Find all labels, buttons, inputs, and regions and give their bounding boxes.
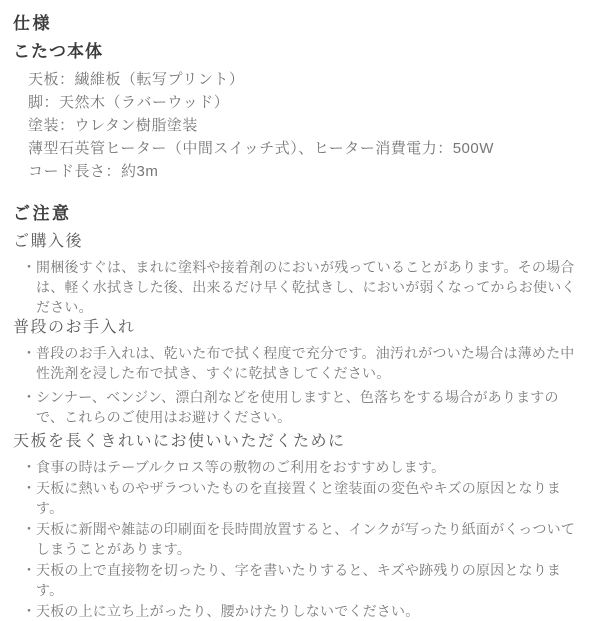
- list-item: [22, 387, 586, 427]
- bullet-marker: ・: [22, 259, 37, 275]
- bullet-text: 天板の上で直接物を切ったり、字を書いたりすると、キズや跡残りの原因となります。: [36, 562, 562, 598]
- list-item: [22, 560, 586, 600]
- list-item: [22, 519, 586, 559]
- spec-line-coating: 塗装：ウレタン樹脂塗装: [28, 117, 198, 134]
- bullet-marker: ・: [22, 521, 37, 537]
- spec-line-list: [28, 68, 586, 183]
- spec-subsection-title: こたつ本体: [13, 42, 103, 61]
- bullet-marker: ・: [22, 603, 37, 619]
- caution-subsection-title-daily-care: 普段のお手入れ: [13, 319, 136, 336]
- bullet-text: 開梱後すぐは、まれに塗料や接着剤のにおいが残っていることがあります。その場合は、軽く水拭きした後、出来るだけ早く乾拭きし、においが弱くなってからお使いください。: [36, 259, 576, 315]
- list-item: [22, 478, 586, 518]
- list-item: [22, 457, 586, 477]
- spec-line-cord: コード長さ：約3m: [28, 163, 159, 180]
- spec-line-tabletop: 天板：繊維板（転写プリント）: [28, 71, 245, 88]
- list-item: [22, 601, 586, 621]
- bullet-text: 普段のお手入れは、乾いた布で拭く程度で充分です。油汚れがついた場合は薄めた中性洗剤を浸した布で拭き、すぐに乾拭きしてください。: [36, 345, 575, 381]
- list-item: [22, 257, 586, 317]
- caution-subsection-title-after-purchase: ご購入後: [13, 233, 84, 250]
- caution-list-daily-care: [13, 343, 586, 427]
- caution-list-after-purchase: [13, 257, 586, 317]
- spec-section: [13, 13, 586, 183]
- bullet-text: シンナー、ベンジン、漂白剤などを使用しますと、色落ちをする場合がありますので、これらのご使用はお避けください。: [36, 389, 559, 425]
- bullet-text: 天板の上に立ち上がったり、腰かけたりしないでください。: [36, 603, 420, 619]
- bullet-marker: ・: [22, 389, 37, 405]
- bullet-marker: ・: [22, 562, 37, 578]
- caution-section-title: ご注意: [13, 204, 72, 223]
- caution-subsection-title-tabletop-care: 天板を長くきれいにお使いいただくために: [13, 433, 346, 450]
- spec-section-title: 仕様: [13, 14, 52, 33]
- bullet-marker: ・: [22, 345, 37, 361]
- spec-line-legs: 脚：天然木（ラバーウッド）: [28, 94, 230, 111]
- bullet-marker: ・: [22, 459, 37, 475]
- bullet-marker: ・: [22, 480, 37, 496]
- caution-list-tabletop-care: [13, 457, 586, 621]
- bullet-text: 天板に熱いものやザラついたものを直接置くと塗装面の変色やキズの原因となります。: [36, 480, 562, 516]
- list-item: [22, 343, 586, 383]
- caution-section: [13, 203, 586, 621]
- bullet-text: 食事の時はテーブルクロス等の敷物のご利用をおすすめします。: [36, 459, 446, 475]
- spec-line-heater: 薄型石英管ヒーター（中間スイッチ式）、ヒーター消費電力：500W: [28, 140, 494, 157]
- bullet-text: 天板に新聞や雑誌の印刷面を長時間放置すると、インクが写ったり紙面がくっついてしまうことがあります。: [36, 521, 576, 557]
